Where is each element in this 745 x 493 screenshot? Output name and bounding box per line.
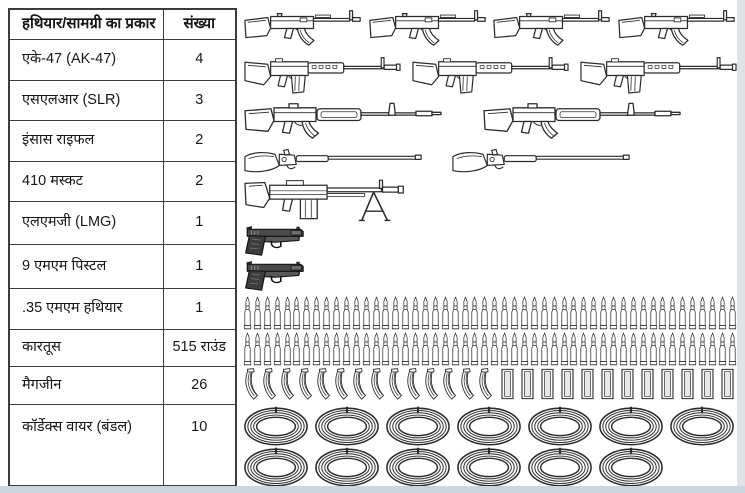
- cartridge-icon: [708, 332, 717, 366]
- cartridge-icon: [292, 332, 301, 366]
- weapon-type-cell: एलएमजी (LMG): [9, 201, 163, 244]
- wire-coil-icon: [669, 406, 735, 446]
- pistol-9mm-icon: [243, 223, 309, 257]
- ak47-rifle-icon: [617, 6, 737, 50]
- curved-magazine-icon: [387, 368, 403, 401]
- table-row: [9, 120, 236, 161]
- cartridge-icon: [589, 332, 598, 366]
- cartridge-icon: [391, 296, 400, 330]
- wire-coil-icon: [385, 406, 451, 446]
- weapon-count-cell: 26: [163, 366, 236, 404]
- cartridge-icon: [480, 296, 489, 330]
- insas-rifle-icon: [243, 99, 448, 146]
- cartridge-icon: [718, 296, 727, 330]
- table-row: [9, 201, 236, 244]
- cartridge-icon: [708, 296, 717, 330]
- ak47-rifle-icon: [243, 6, 363, 50]
- cartridge-icon: [569, 296, 578, 330]
- curved-magazine-icon: [261, 368, 277, 401]
- musket-row: [243, 147, 633, 176]
- cartridge-icon: [639, 296, 648, 330]
- weapon-count-cell: 515 राउंड: [163, 329, 236, 366]
- cartridge-icon: [698, 332, 707, 366]
- weapon-type-cell: मैगजीन: [9, 366, 163, 404]
- slr-row: [243, 52, 737, 95]
- cartridge-icon: [520, 296, 529, 330]
- cartridge-icon: [510, 332, 519, 366]
- cartridge-icon: [609, 296, 618, 330]
- cartridge-icon: [273, 332, 282, 366]
- cartridge-icon: [599, 332, 608, 366]
- straight-magazine-icon: [681, 368, 694, 400]
- pistol-35-row: [243, 258, 309, 292]
- cartridge-icon: [372, 296, 381, 330]
- cartridge-icon: [273, 296, 282, 330]
- lmg-icon: [243, 176, 431, 226]
- curved-magazine-icon: [477, 368, 493, 401]
- cartridge-icon: [243, 332, 252, 366]
- cartridge-icon: [500, 296, 509, 330]
- weapon-count-cell: 1: [163, 244, 236, 288]
- musket-icon: [243, 147, 425, 176]
- cartridge-icon: [639, 332, 648, 366]
- cartridge-icon: [629, 332, 638, 366]
- cartridge-icon: [609, 332, 618, 366]
- wire-coils-row-1: [243, 406, 737, 446]
- cartridges-row-2: [243, 332, 737, 366]
- straight-magazines-group: [501, 368, 734, 400]
- curved-magazine-icon: [405, 368, 421, 401]
- wire-coils-row-2: [243, 447, 664, 487]
- weapon-type-cell: एके-47 (AK-47): [9, 39, 163, 80]
- cartridge-icon: [470, 296, 479, 330]
- cartridge-icon: [441, 296, 450, 330]
- table-row: [9, 404, 236, 486]
- cartridge-icon: [322, 332, 331, 366]
- table-row: [9, 329, 236, 366]
- cartridge-icon: [312, 332, 321, 366]
- cartridge-icon: [668, 332, 677, 366]
- cartridge-icon: [490, 332, 499, 366]
- cartridge-icon: [688, 332, 697, 366]
- cartridge-icon: [302, 332, 311, 366]
- cartridge-icon: [500, 332, 509, 366]
- cartridge-icon: [599, 296, 608, 330]
- cartridge-icon: [312, 296, 321, 330]
- cartridge-icon: [381, 332, 390, 366]
- curved-magazine-icon: [441, 368, 457, 401]
- cartridge-icon: [629, 296, 638, 330]
- cartridge-icon: [619, 296, 628, 330]
- cartridge-icon: [391, 332, 400, 366]
- weapon-count-cell: 1: [163, 201, 236, 244]
- cartridge-icon: [431, 332, 440, 366]
- cartridge-icon: [283, 296, 292, 330]
- weapon-type-cell: कॉर्डेक्स वायर (बंडल): [9, 404, 163, 486]
- cartridge-icon: [540, 332, 549, 366]
- weapon-type-cell: कारतूस: [9, 329, 163, 366]
- wire-coil-icon: [243, 447, 309, 487]
- weapon-type-cell: इंसास राइफल: [9, 120, 163, 161]
- cartridge-icon: [530, 332, 539, 366]
- cartridge-icon: [332, 332, 341, 366]
- straight-magazine-icon: [621, 368, 634, 400]
- cartridge-icon: [401, 296, 410, 330]
- cartridge-icon: [372, 332, 381, 366]
- cartridge-icon: [649, 296, 658, 330]
- weapon-count-cell: 10: [163, 404, 236, 486]
- cartridge-icon: [451, 296, 460, 330]
- cartridge-icon: [490, 296, 499, 330]
- cartridge-icon: [332, 296, 341, 330]
- cartridge-icon: [263, 332, 272, 366]
- wire-coil-icon: [243, 406, 309, 446]
- wire-coil-icon: [456, 447, 522, 487]
- cartridge-icon: [560, 332, 569, 366]
- cartridge-icon: [579, 332, 588, 366]
- curved-magazine-icon: [315, 368, 331, 401]
- pistol-35-icon: [243, 258, 309, 292]
- musket-icon: [451, 147, 633, 176]
- curved-magazine-icon: [423, 368, 439, 401]
- wire-coil-icon: [314, 447, 380, 487]
- cartridge-icon: [302, 296, 311, 330]
- cartridge-icon: [451, 332, 460, 366]
- curved-magazine-icon: [459, 368, 475, 401]
- cartridge-icon: [668, 296, 677, 330]
- pistol-9mm-row: [243, 223, 309, 257]
- cartridge-icon: [589, 296, 598, 330]
- lmg-row: [243, 176, 431, 226]
- cartridge-icon: [678, 332, 687, 366]
- cartridge-icon: [352, 296, 361, 330]
- curved-magazine-icon: [279, 368, 295, 401]
- straight-magazine-icon: [521, 368, 534, 400]
- cartridge-icon: [728, 332, 737, 366]
- wire-coil-icon: [527, 447, 593, 487]
- curved-magazines-group: [243, 368, 493, 401]
- wire-coil-icon: [385, 447, 451, 487]
- straight-magazine-icon: [541, 368, 554, 400]
- cartridge-icon: [569, 332, 578, 366]
- cartridge-icon: [579, 296, 588, 330]
- cartridge-icon: [461, 332, 470, 366]
- cartridge-icon: [658, 296, 667, 330]
- table-row: [9, 288, 236, 329]
- straight-magazine-icon: [601, 368, 614, 400]
- cartridge-icon: [401, 332, 410, 366]
- straight-magazine-icon: [561, 368, 574, 400]
- weapon-type-cell: 410 मस्कट: [9, 161, 163, 201]
- slr-rifle-icon: [243, 52, 401, 95]
- straight-magazine-icon: [701, 368, 714, 400]
- wire-coil-icon: [527, 406, 593, 446]
- cartridge-icon: [421, 332, 430, 366]
- cartridge-icon: [411, 332, 420, 366]
- weapons-illustration-panel: [243, 0, 737, 487]
- weapon-count-cell: 2: [163, 120, 236, 161]
- table-row: [9, 244, 236, 288]
- curved-magazine-icon: [243, 368, 259, 401]
- cartridge-icon: [441, 332, 450, 366]
- cartridge-icon: [411, 296, 420, 330]
- cartridge-icon: [649, 332, 658, 366]
- wire-coil-icon: [598, 406, 664, 446]
- slr-rifle-icon: [411, 52, 569, 95]
- curved-magazine-icon: [297, 368, 313, 401]
- cartridge-icon: [688, 296, 697, 330]
- magazines-row: [243, 368, 734, 401]
- straight-magazine-icon: [721, 368, 734, 400]
- cartridge-icon: [283, 332, 292, 366]
- ak47-rifle-icon: [492, 6, 612, 50]
- table-row: [9, 161, 236, 201]
- screenshot-edge-right: [737, 0, 745, 493]
- cartridge-icon: [362, 296, 371, 330]
- cartridge-icon: [243, 296, 252, 330]
- table-row: [9, 80, 236, 120]
- straight-magazine-icon: [661, 368, 674, 400]
- cartridges-row-1: [243, 296, 737, 330]
- cartridge-icon: [550, 296, 559, 330]
- table-row: [9, 366, 236, 404]
- weapon-count-cell: 1: [163, 288, 236, 329]
- weapon-type-cell: .35 एमएम हथियार: [9, 288, 163, 329]
- cartridge-icon: [263, 296, 272, 330]
- wire-coil-icon: [598, 447, 664, 487]
- curved-magazine-icon: [369, 368, 385, 401]
- cartridge-icon: [540, 296, 549, 330]
- column-header-count: संख्या: [163, 9, 236, 39]
- cartridge-icon: [510, 296, 519, 330]
- weapon-type-cell: 9 एमएम पिस्टल: [9, 244, 163, 288]
- cartridge-icon: [550, 332, 559, 366]
- cartridge-icon: [619, 332, 628, 366]
- cartridge-icon: [342, 296, 351, 330]
- screenshot-edge-bottom: [0, 486, 745, 493]
- column-header-type: हथियार/सामग्री का प्रकार: [9, 9, 163, 39]
- cartridge-icon: [292, 296, 301, 330]
- wire-coil-icon: [314, 406, 380, 446]
- cartridge-icon: [698, 296, 707, 330]
- table-header-row: [9, 9, 236, 39]
- insas-rifle-icon: [482, 99, 687, 146]
- cartridge-icon: [381, 296, 390, 330]
- table-row: [9, 39, 236, 80]
- weapon-type-cell: एसएलआर (SLR): [9, 80, 163, 120]
- cartridge-icon: [253, 332, 262, 366]
- cartridge-icon: [718, 332, 727, 366]
- ak47-row: [243, 6, 737, 50]
- weapons-table: [8, 8, 237, 487]
- weapon-count-cell: 3: [163, 80, 236, 120]
- cartridge-icon: [728, 296, 737, 330]
- straight-magazine-icon: [581, 368, 594, 400]
- cartridge-icon: [480, 332, 489, 366]
- cartridge-icon: [461, 296, 470, 330]
- weapon-count-cell: 4: [163, 39, 236, 80]
- cartridge-icon: [352, 332, 361, 366]
- cartridge-icon: [362, 332, 371, 366]
- ak47-rifle-icon: [368, 6, 488, 50]
- cartridge-icon: [342, 332, 351, 366]
- cartridge-icon: [431, 296, 440, 330]
- curved-magazine-icon: [351, 368, 367, 401]
- cartridge-icon: [421, 296, 430, 330]
- weapon-count-cell: 2: [163, 161, 236, 201]
- cartridge-icon: [322, 296, 331, 330]
- insas-row: [243, 99, 687, 146]
- cartridge-icon: [678, 296, 687, 330]
- cartridge-icon: [253, 296, 262, 330]
- straight-magazine-icon: [501, 368, 514, 400]
- slr-rifle-icon: [579, 52, 737, 95]
- cartridge-icon: [520, 332, 529, 366]
- cartridge-icon: [470, 332, 479, 366]
- cartridge-icon: [530, 296, 539, 330]
- curved-magazine-icon: [333, 368, 349, 401]
- cartridge-icon: [658, 332, 667, 366]
- wire-coil-icon: [456, 406, 522, 446]
- cartridge-icon: [560, 296, 569, 330]
- straight-magazine-icon: [641, 368, 654, 400]
